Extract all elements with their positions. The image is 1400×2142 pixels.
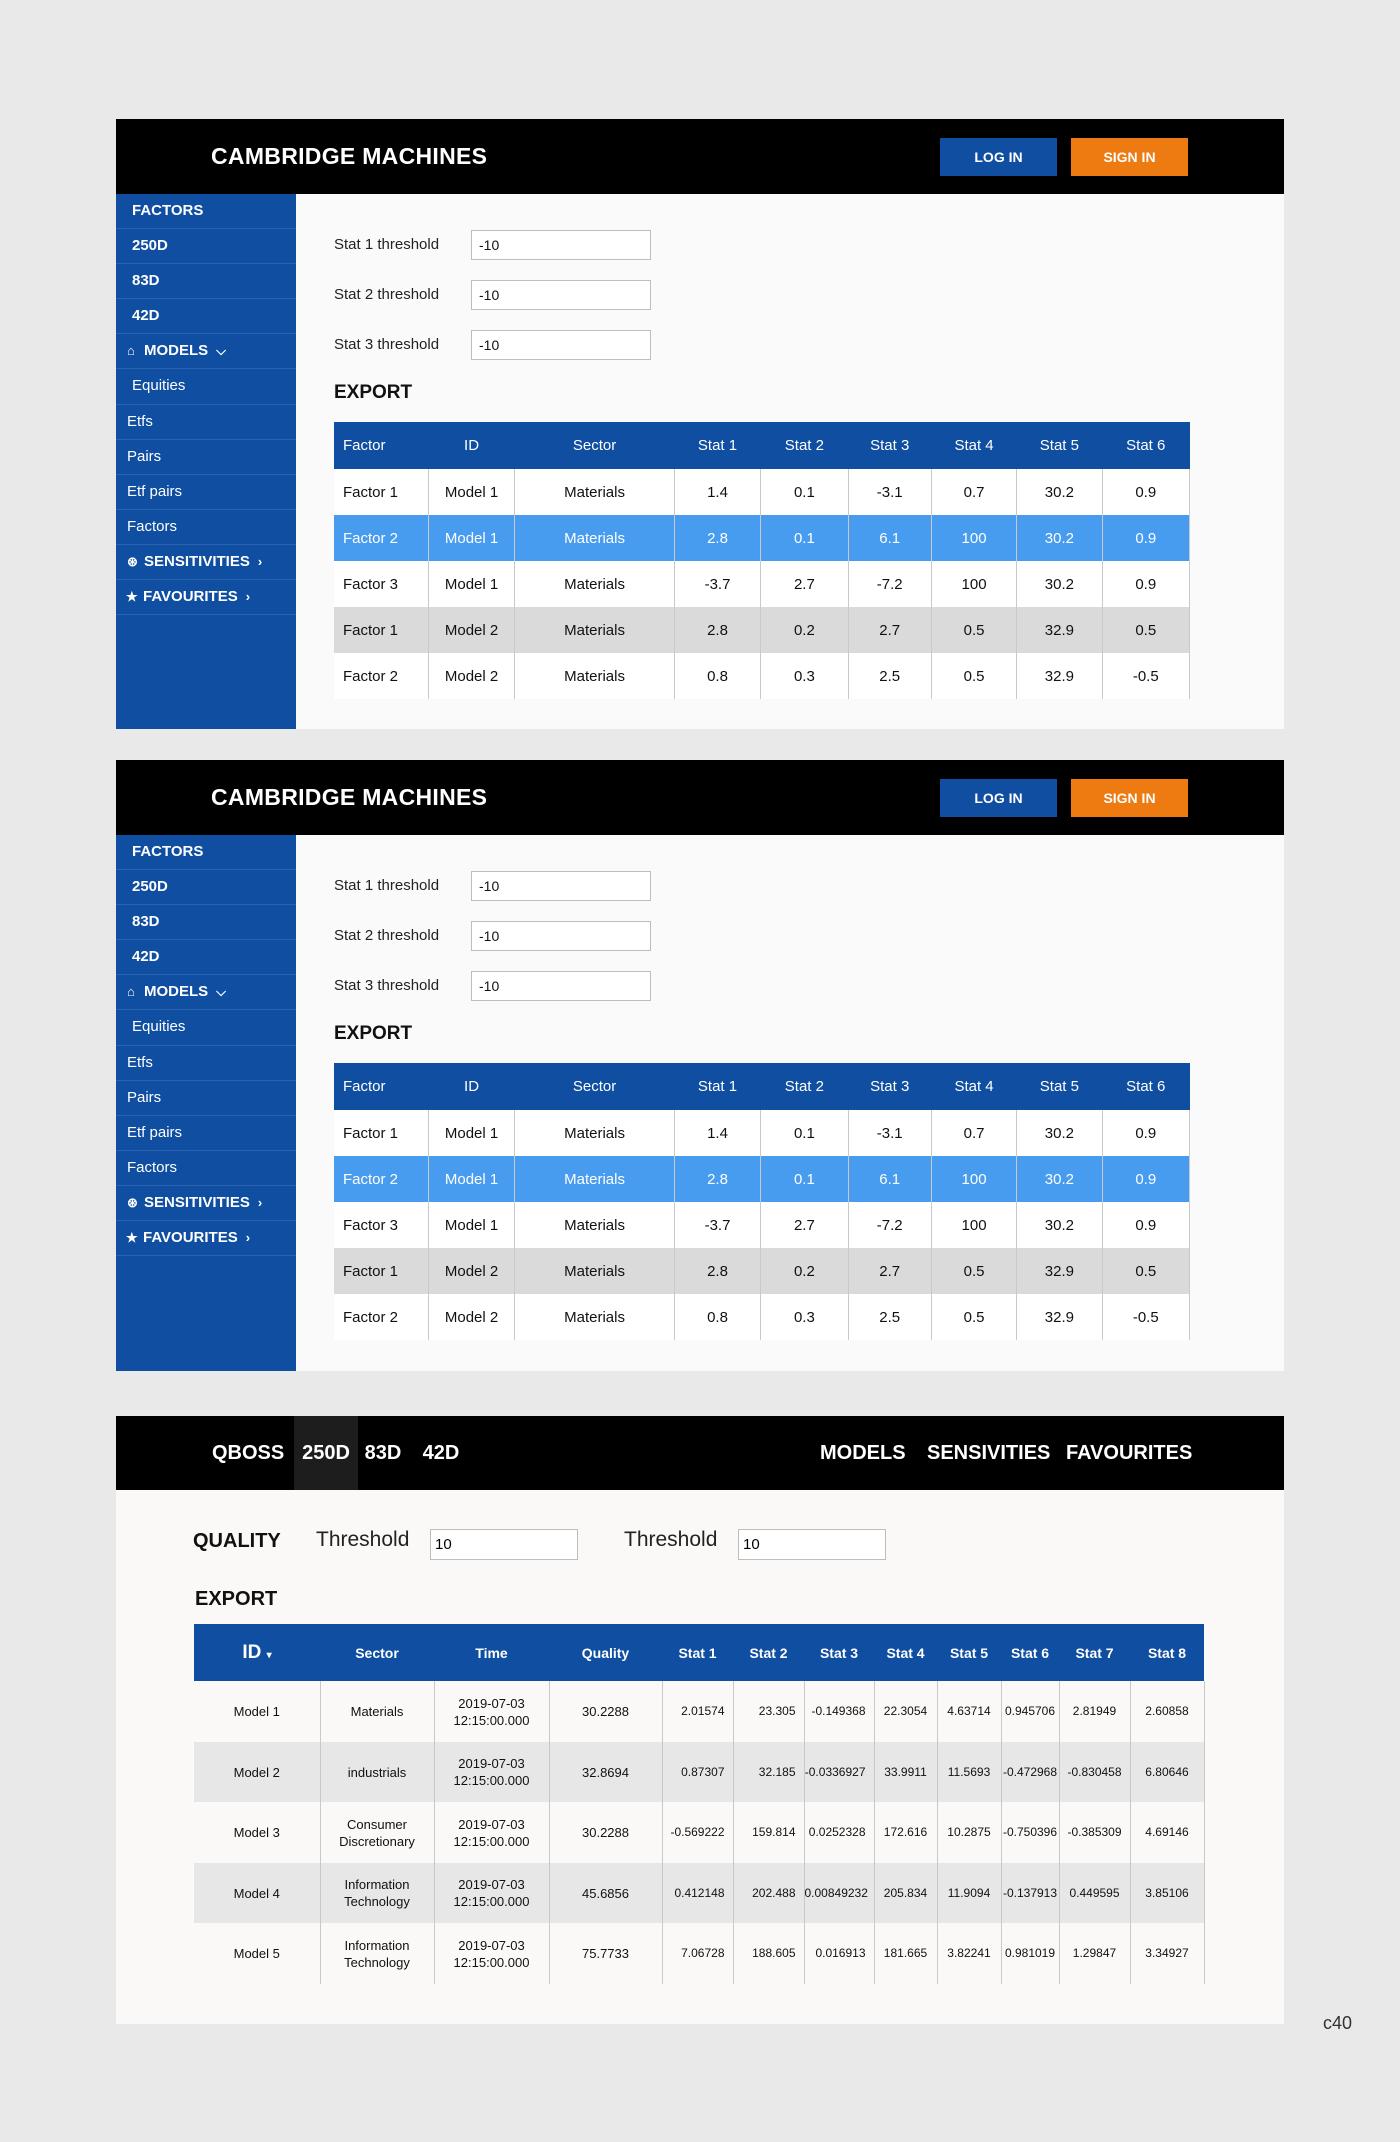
- table-cell: 75.7733: [549, 1923, 662, 1984]
- table-cell: 30.2288: [549, 1802, 662, 1863]
- column-header[interactable]: Stat 4: [874, 1624, 937, 1681]
- column-header[interactable]: Factor: [334, 1063, 428, 1110]
- chevron-right-icon: ›: [245, 1230, 251, 1246]
- table-cell: 0.945706: [1001, 1681, 1059, 1742]
- table-cell: 188.605: [733, 1923, 804, 1984]
- table-row[interactable]: [334, 607, 1190, 653]
- table-cell: 0.0252328: [804, 1802, 874, 1863]
- brand-logo: CAMBRIDGE MACHINES: [211, 784, 488, 810]
- table-cell: 0.1: [761, 1156, 848, 1202]
- sidebar-item-label: MODELS: [144, 342, 209, 360]
- table-cell: 2.7: [761, 1202, 848, 1248]
- column-header[interactable]: Quality: [549, 1624, 662, 1681]
- table-cell: 100: [931, 1202, 1016, 1248]
- column-header[interactable]: Stat 6: [1102, 422, 1189, 469]
- table-cell: 45.6856: [549, 1863, 662, 1923]
- table-cell: Factor 3: [334, 561, 428, 607]
- column-header[interactable]: Stat 1: [674, 422, 760, 469]
- sidebar-item-favourites[interactable]: [116, 580, 296, 615]
- signin-button[interactable]: SIGN IN: [1071, 779, 1188, 817]
- factor-table: [334, 1063, 1190, 1340]
- table-cell: Consumer Discretionary: [320, 1802, 434, 1863]
- table-cell: Model 2: [428, 1294, 514, 1340]
- column-header[interactable]: Sector: [320, 1624, 434, 1681]
- sidebar-item-pairs[interactable]: Pairs: [116, 440, 296, 475]
- table-cell: Model 2: [428, 607, 514, 653]
- table-cell: 32.185: [733, 1742, 804, 1802]
- table-cell: 0.5: [931, 1248, 1016, 1294]
- column-header[interactable]: Stat 5: [937, 1624, 1001, 1681]
- star-icon: ★: [126, 1230, 138, 1246]
- sidebar-item-42d[interactable]: 42D: [116, 299, 296, 334]
- nav-favourites[interactable]: FAVOURITES: [1066, 1442, 1193, 1464]
- table-cell: Materials: [515, 469, 675, 515]
- table-cell: 0.1: [761, 469, 848, 515]
- column-header[interactable]: Stat 6: [1001, 1624, 1059, 1681]
- table-cell: 205.834: [874, 1863, 937, 1923]
- table-cell: 4.63714: [937, 1681, 1001, 1742]
- table-row[interactable]: [334, 561, 1190, 607]
- table-cell: 2.7: [761, 561, 848, 607]
- column-header[interactable]: Stat 7: [1059, 1624, 1130, 1681]
- table-cell: Information Technology: [320, 1863, 434, 1923]
- sidebar-item-factors-sub[interactable]: Factors: [116, 1151, 296, 1186]
- table-cell: -0.137913: [1001, 1863, 1059, 1923]
- table-cell: 6.80646: [1130, 1742, 1204, 1802]
- table-cell: 0.3: [761, 1294, 848, 1340]
- table-cell: -0.5: [1102, 653, 1189, 699]
- table-cell: Materials: [320, 1681, 434, 1742]
- sidebar-item-factors-sub[interactable]: Factors: [116, 510, 296, 545]
- table-cell: -0.385309: [1059, 1802, 1130, 1863]
- table-cell: 2.5: [848, 1294, 931, 1340]
- threshold-label: Stat 2 threshold: [334, 286, 440, 303]
- table-cell: 100: [931, 561, 1016, 607]
- threshold-input-1[interactable]: [430, 1529, 578, 1560]
- table-cell: Model 4: [194, 1863, 320, 1923]
- table-cell: Model 1: [428, 515, 514, 561]
- table-cell: -7.2: [848, 561, 931, 607]
- table-cell: Factor 1: [334, 607, 428, 653]
- chevron-right-icon: ›: [257, 553, 263, 569]
- table-cell: 6.1: [848, 1156, 931, 1202]
- table-cell: Materials: [515, 1202, 675, 1248]
- table-cell: Model 1: [428, 561, 514, 607]
- stat2-threshold-input[interactable]: [471, 921, 651, 951]
- table-cell: 2.8: [674, 1156, 760, 1202]
- table-cell: 0.1: [761, 515, 848, 561]
- sidebar-item-250d[interactable]: 250D: [116, 229, 296, 264]
- table-row[interactable]: [334, 469, 1190, 515]
- table-cell: Model 3: [194, 1802, 320, 1863]
- table-row-selected[interactable]: [334, 515, 1190, 561]
- table-cell: 0.412148: [662, 1863, 733, 1923]
- table-cell: 11.9094: [937, 1863, 1001, 1923]
- column-header[interactable]: Stat 5: [1017, 422, 1102, 469]
- sidebar-item-factors[interactable]: FACTORS: [116, 194, 296, 229]
- table-cell: 30.2: [1017, 1202, 1102, 1248]
- table-cell: 0.9: [1102, 515, 1189, 561]
- table-cell: 32.9: [1017, 607, 1102, 653]
- stat3-threshold-input[interactable]: [471, 330, 651, 360]
- table-cell: 6.1: [848, 515, 931, 561]
- table-cell: Model 2: [428, 653, 514, 699]
- table-cell: Factor 1: [334, 1248, 428, 1294]
- sidebar-item-label: FAVOURITES: [143, 1229, 238, 1247]
- table-row[interactable]: [194, 1681, 1204, 1742]
- table-cell: 0.8: [674, 1294, 760, 1340]
- table-cell: 0.5: [931, 653, 1016, 699]
- table-cell: 0.9: [1102, 561, 1189, 607]
- column-header[interactable]: Time: [434, 1624, 549, 1681]
- table-cell: 4.69146: [1130, 1802, 1204, 1863]
- sidebar-item-pairs[interactable]: Pairs: [116, 1081, 296, 1116]
- column-header[interactable]: Stat 3: [848, 1063, 931, 1110]
- chevron-right-icon: ›: [245, 589, 251, 605]
- column-header[interactable]: Stat 1: [674, 1063, 760, 1110]
- sidebar-item-etfs[interactable]: Etfs: [116, 405, 296, 440]
- table-cell: 2.7: [848, 607, 931, 653]
- table-cell: 2.8: [674, 515, 760, 561]
- sidebar-item-label: SENSITIVITIES: [144, 552, 250, 570]
- table-cell: -3.1: [848, 1110, 931, 1156]
- table-cell: Materials: [515, 653, 675, 699]
- table-cell: 30.2: [1017, 469, 1102, 515]
- table-cell: 0.9: [1102, 469, 1189, 515]
- table-cell: 3.34927: [1130, 1923, 1204, 1984]
- table-cell: 2.8: [674, 1248, 760, 1294]
- qboss-panel: [116, 1416, 1284, 2024]
- tab-42d[interactable]: 42D: [422, 1442, 460, 1464]
- sidebar-item-label: SENSITIVITIES: [144, 1193, 250, 1211]
- table-row[interactable]: [194, 1802, 1204, 1863]
- stat1-threshold-input[interactable]: [471, 871, 651, 901]
- table-cell: 30.2: [1017, 1156, 1102, 1202]
- sidebar-item-factors[interactable]: FACTORS: [116, 835, 296, 870]
- sidebar-item-sensitivities[interactable]: [116, 1186, 296, 1221]
- top-bar: [116, 119, 1284, 194]
- sidebar-item-sensitivities[interactable]: [116, 545, 296, 580]
- column-header[interactable]: Stat 2: [733, 1624, 804, 1681]
- table-cell: 0.2: [761, 1248, 848, 1294]
- table-cell: Materials: [515, 1248, 675, 1294]
- threshold-label: Stat 1 threshold: [334, 236, 440, 253]
- top-nav-bar: [116, 1416, 1284, 1490]
- table-cell: Factor 2: [334, 653, 428, 699]
- table-cell: 3.85106: [1130, 1863, 1204, 1923]
- table-header-row: [334, 422, 1190, 469]
- sidebar-item-equities[interactable]: Equities: [116, 1010, 296, 1045]
- table-cell: Model 2: [194, 1742, 320, 1802]
- table-cell: -0.0336927: [804, 1742, 874, 1802]
- brand-logo: CAMBRIDGE MACHINES: [211, 143, 488, 169]
- table-cell: 0.5: [931, 1294, 1016, 1340]
- column-header[interactable]: Sector: [515, 422, 675, 469]
- column-header[interactable]: Stat 3: [848, 422, 931, 469]
- table-cell: 0.3: [761, 653, 848, 699]
- column-header[interactable]: Stat 8: [1130, 1624, 1204, 1681]
- table-cell: 0.87307: [662, 1742, 733, 1802]
- table-cell: -3.1: [848, 469, 931, 515]
- stat2-threshold-input[interactable]: [471, 280, 651, 310]
- threshold-label: Threshold: [316, 1528, 410, 1551]
- table-cell: Model 1: [428, 469, 514, 515]
- home-icon: ⌂: [127, 343, 135, 359]
- export-link[interactable]: EXPORT: [334, 382, 413, 403]
- table-cell: Model 1: [194, 1681, 320, 1742]
- chevron-down-icon: ⌵: [216, 984, 227, 1000]
- table-cell: 32.9: [1017, 1248, 1102, 1294]
- table-cell: Materials: [515, 607, 675, 653]
- table-cell: 0.9: [1102, 1110, 1189, 1156]
- table-cell: 0.5: [1102, 1248, 1189, 1294]
- column-header[interactable]: Stat 1: [662, 1624, 733, 1681]
- table-row[interactable]: [194, 1742, 1204, 1802]
- sidebar-item-83d[interactable]: 83D: [116, 905, 296, 940]
- table-cell: 0.016913: [804, 1923, 874, 1984]
- table-cell: 2019-07-03 12:15:00.000: [434, 1923, 549, 1984]
- table-cell: 2019-07-03 12:15:00.000: [434, 1681, 549, 1742]
- table-cell: 0.449595: [1059, 1863, 1130, 1923]
- table-cell: Factor 1: [334, 1110, 428, 1156]
- table-cell: -0.750396: [1001, 1802, 1059, 1863]
- threshold-label: Stat 3 threshold: [334, 336, 440, 353]
- table-cell: 172.616: [874, 1802, 937, 1863]
- table-cell: 0.5: [931, 607, 1016, 653]
- nav-models[interactable]: MODELS: [820, 1442, 906, 1464]
- table-cell: 3.82241: [937, 1923, 1001, 1984]
- table-cell: 30.2: [1017, 1110, 1102, 1156]
- threshold-label: Stat 2 threshold: [334, 927, 440, 944]
- table-cell: Factor 3: [334, 1202, 428, 1248]
- main-content: [296, 835, 1284, 1371]
- table-cell: Materials: [515, 515, 675, 561]
- home-icon: ⌂: [127, 984, 135, 1000]
- sidebar-item-etfs[interactable]: Etfs: [116, 1046, 296, 1081]
- table-cell: 1.29847: [1059, 1923, 1130, 1984]
- sidebar-item-label: MODELS: [144, 983, 209, 1001]
- app-panel-1: [116, 119, 1284, 729]
- table-cell: 2019-07-03 12:15:00.000: [434, 1863, 549, 1923]
- main-content: [296, 194, 1284, 729]
- threshold-label: Stat 1 threshold: [334, 877, 440, 894]
- table-cell: -7.2: [848, 1202, 931, 1248]
- nav-sensivities[interactable]: SENSIVITIES: [927, 1442, 1051, 1464]
- table-cell: 1.4: [674, 469, 760, 515]
- table-cell: -0.5: [1102, 1294, 1189, 1340]
- table-cell: 22.3054: [874, 1681, 937, 1742]
- table-cell: 11.5693: [937, 1742, 1001, 1802]
- table-row[interactable]: [334, 1248, 1190, 1294]
- column-header[interactable]: ID: [428, 422, 514, 469]
- table-cell: 0.981019: [1001, 1923, 1059, 1984]
- tab-250d[interactable]: 250D: [294, 1416, 358, 1490]
- table-cell: 2.60858: [1130, 1681, 1204, 1742]
- sidebar-item-250d[interactable]: 250D: [116, 870, 296, 905]
- sidebar-item-etf-pairs[interactable]: Etf pairs: [116, 475, 296, 510]
- table-cell: Factor 1: [334, 469, 428, 515]
- table-cell: -0.830458: [1059, 1742, 1130, 1802]
- signin-button[interactable]: SIGN IN: [1071, 138, 1188, 176]
- table-cell: 0.9: [1102, 1156, 1189, 1202]
- table-cell: Factor 2: [334, 1294, 428, 1340]
- table-cell: 2019-07-03 12:15:00.000: [434, 1802, 549, 1863]
- tab-83d[interactable]: 83D: [364, 1442, 402, 1464]
- stat3-threshold-input[interactable]: [471, 971, 651, 1001]
- table-row-selected[interactable]: [334, 1156, 1190, 1202]
- gear-network-icon: ⊛: [127, 553, 138, 569]
- table-cell: 0.9: [1102, 1202, 1189, 1248]
- table-cell: 32.9: [1017, 1294, 1102, 1340]
- column-header-id[interactable]: [194, 1624, 320, 1681]
- threshold-input-2[interactable]: [738, 1529, 886, 1560]
- table-row[interactable]: [194, 1863, 1204, 1923]
- table-header-row: [334, 1063, 1190, 1110]
- top-bar: [116, 760, 1284, 835]
- table-cell: 2.5: [848, 653, 931, 699]
- column-header[interactable]: Sector: [515, 1063, 675, 1110]
- qboss-logo: QBOSS: [212, 1442, 285, 1464]
- column-header[interactable]: Stat 4: [931, 422, 1016, 469]
- stat1-threshold-input[interactable]: [471, 230, 651, 260]
- threshold-label: Stat 3 threshold: [334, 977, 440, 994]
- table-cell: 10.2875: [937, 1802, 1001, 1863]
- sidebar: [116, 835, 296, 1371]
- column-header[interactable]: Stat 5: [1017, 1063, 1102, 1110]
- column-header[interactable]: Stat 4: [931, 1063, 1016, 1110]
- table-cell: 23.305: [733, 1681, 804, 1742]
- sidebar-item-models[interactable]: [116, 334, 296, 369]
- export-link[interactable]: EXPORT: [195, 1588, 278, 1610]
- table-cell: 0.8: [674, 653, 760, 699]
- table-cell: 1.4: [674, 1110, 760, 1156]
- table-cell: 32.8694: [549, 1742, 662, 1802]
- table-cell: Model 5: [194, 1923, 320, 1984]
- table-cell: 0.00849232: [804, 1863, 874, 1923]
- table-cell: 0.5: [1102, 607, 1189, 653]
- login-button[interactable]: LOG IN: [940, 779, 1057, 817]
- chevron-right-icon: ›: [257, 1194, 263, 1210]
- table-cell: 0.7: [931, 469, 1016, 515]
- table-cell: 181.665: [874, 1923, 937, 1984]
- table-cell: Factor 2: [334, 515, 428, 561]
- table-cell: 159.814: [733, 1802, 804, 1863]
- chevron-down-icon: ⌵: [216, 343, 227, 359]
- sidebar: [116, 194, 296, 729]
- sidebar-item-favourites[interactable]: [116, 1221, 296, 1256]
- quality-title: QUALITY: [193, 1530, 281, 1552]
- table-cell: 100: [931, 515, 1016, 561]
- table-cell: 30.2: [1017, 561, 1102, 607]
- sort-desc-icon: ▾: [266, 1649, 272, 1661]
- table-cell: Model 1: [428, 1156, 514, 1202]
- table-cell: 33.9911: [874, 1742, 937, 1802]
- table-cell: 2.7: [848, 1248, 931, 1294]
- column-header[interactable]: Stat 2: [761, 1063, 848, 1110]
- quality-table: [194, 1624, 1205, 1984]
- sidebar-item-etf-pairs[interactable]: Etf pairs: [116, 1116, 296, 1151]
- table-row[interactable]: [334, 1294, 1190, 1340]
- factor-table: [334, 422, 1190, 699]
- column-header-label: ID: [242, 1641, 262, 1663]
- page-label: c40: [1323, 2013, 1353, 2033]
- table-cell: Model 1: [428, 1202, 514, 1248]
- table-cell: 7.06728: [662, 1923, 733, 1984]
- table-cell: Information Technology: [320, 1923, 434, 1984]
- table-row[interactable]: [334, 653, 1190, 699]
- table-cell: 2019-07-03 12:15:00.000: [434, 1742, 549, 1802]
- table-cell: Materials: [515, 1294, 675, 1340]
- sidebar-item-42d[interactable]: 42D: [116, 940, 296, 975]
- table-row[interactable]: [194, 1923, 1204, 1984]
- table-cell: 100: [931, 1156, 1016, 1202]
- table-cell: 2.81949: [1059, 1681, 1130, 1742]
- table-row[interactable]: [334, 1202, 1190, 1248]
- table-cell: 0.7: [931, 1110, 1016, 1156]
- table-cell: -0.569222: [662, 1802, 733, 1863]
- column-header[interactable]: Stat 6: [1102, 1063, 1189, 1110]
- table-cell: Materials: [515, 1110, 675, 1156]
- gear-network-icon: ⊛: [127, 1194, 138, 1210]
- table-cell: 202.488: [733, 1863, 804, 1923]
- table-cell: -3.7: [674, 561, 760, 607]
- table-cell: Materials: [515, 1156, 675, 1202]
- column-header[interactable]: ID: [428, 1063, 514, 1110]
- column-header[interactable]: Stat 2: [761, 422, 848, 469]
- table-cell: Model 2: [428, 1248, 514, 1294]
- table-cell: Materials: [515, 561, 675, 607]
- table-cell: 30.2: [1017, 515, 1102, 561]
- table-cell: -3.7: [674, 1202, 760, 1248]
- table-cell: 0.1: [761, 1110, 848, 1156]
- table-cell: industrials: [320, 1742, 434, 1802]
- table-cell: -0.472968: [1001, 1742, 1059, 1802]
- app-panel-2: [116, 760, 1284, 1371]
- table-cell: 32.9: [1017, 653, 1102, 699]
- login-button[interactable]: LOG IN: [940, 138, 1057, 176]
- column-header[interactable]: Stat 3: [804, 1624, 874, 1681]
- sidebar-item-83d[interactable]: 83D: [116, 264, 296, 299]
- threshold-label: Threshold: [624, 1528, 718, 1551]
- star-icon: ★: [126, 589, 138, 605]
- table-header-row: [194, 1624, 1204, 1681]
- table-cell: 0.2: [761, 607, 848, 653]
- column-header[interactable]: Factor: [334, 422, 428, 469]
- sidebar-item-models[interactable]: [116, 975, 296, 1010]
- table-cell: 2.8: [674, 607, 760, 653]
- sidebar-item-label: FAVOURITES: [143, 588, 238, 606]
- export-link[interactable]: EXPORT: [334, 1023, 413, 1044]
- table-row[interactable]: [334, 1110, 1190, 1156]
- table-cell: Model 1: [428, 1110, 514, 1156]
- table-cell: -0.149368: [804, 1681, 874, 1742]
- table-cell: 2.01574: [662, 1681, 733, 1742]
- sidebar-item-equities[interactable]: Equities: [116, 369, 296, 404]
- table-cell: Factor 2: [334, 1156, 428, 1202]
- table-cell: 30.2288: [549, 1681, 662, 1742]
